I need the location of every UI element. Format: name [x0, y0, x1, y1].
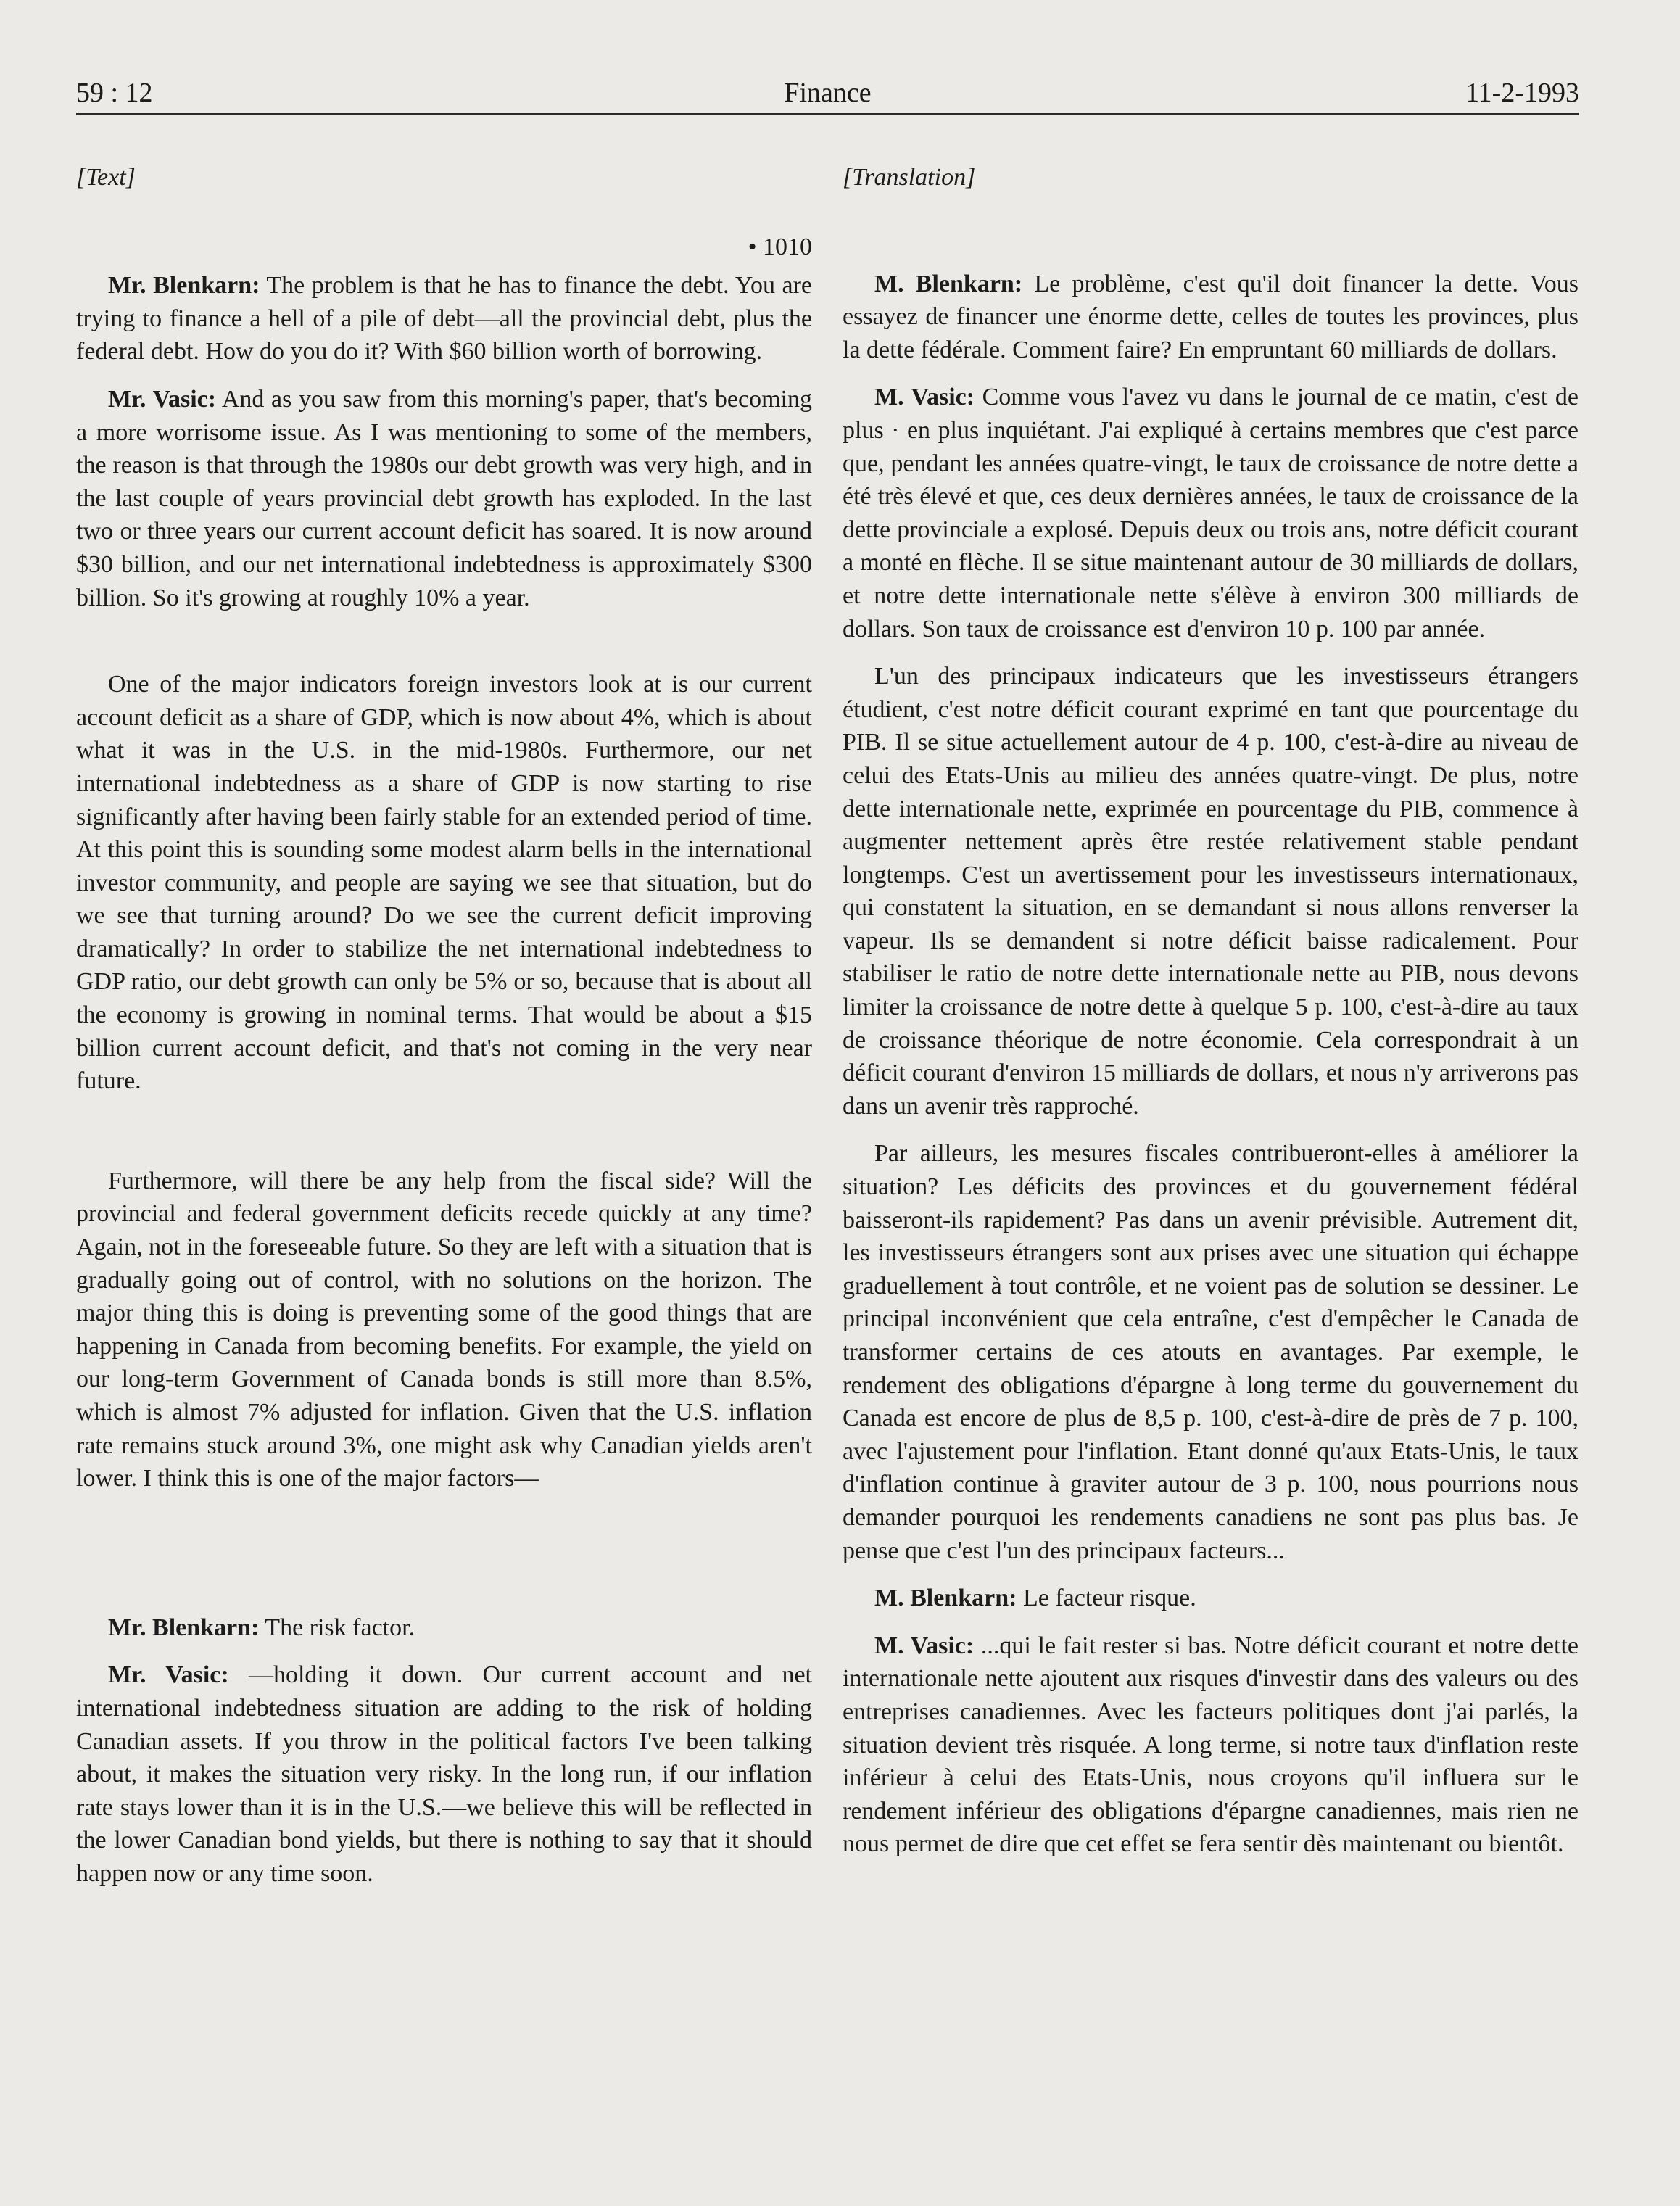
paragraph [843, 268, 1578, 367]
speaker-name: M. Vasic: [874, 1632, 975, 1659]
paragraph-text: Par ailleurs, les mesures fiscales contribueront-elles à améliorer la situation? Les déficits des provinces et du gouvernement fédéral baisseront-ils rapidement? Pas dans un avenir prévisible. Autrement dit, les investisseurs étrangers sont aux prises avec une situation qui échappe graduellement à tout contrôle, et ne voient pas de solution se dessiner. Le principal inconvénient que cela entraîne, c'est d'empêcher le Canada de transformer certains de ces atouts en avantages. Par exemple, le rendement des obligations d'épargne à long terme du gouvernement du Canada est encore de plus de 8,5 p. 100, c'est-à-dire de près de 7 p. 100, avec l'ajustement pour l'inflation. Etant donné qu'aux Etats-Unis, le taux d'inflation continue à graviter autour de 3 p. 100, nous pourrions nous demander pourquoi les rendements canadiens ne sont pas plus bas. Je pense que c'est l'un des principaux facteurs... [843, 1140, 1578, 1564]
speaker-name: M. Blenkarn: [874, 1585, 1017, 1612]
english-column [76, 161, 812, 1905]
header-date: 11-2-1993 [1465, 78, 1579, 108]
paragraph-text: —holding it down. Our current account and net international indebtedness situation are adding to the risk of holding Canadian assets. If you throw in the political factors I've been talking about, it makes the situation very risky. In the long run, if our inflation rate stays lower than it is in the U.S.—we believe this will be reflected in the lower Canadian bond yields, but there is nothing to say that it should happen now or any time soon. [76, 1661, 812, 1887]
translation-tag: [Translation] [843, 164, 976, 191]
paragraph-text: Furthermore, will there be any help from the fiscal side? Will the provincial and federal government deficits recede quickly at any time? Again, not in the foreseeable future. So they are left with a situation that is gradually going out of control, with no solutions on the horizon. The major thing this is doing is preventing some of the good things that are happening in Canada from becoming benefits. For example, the yield on our long-term Government of Canada bonds is still more than 8.5%, which is almost 7% adjusted for inflation. Given that the U.S. inflation rate remains stuck around 3%, one might ask why Canadian yields aren't lower. I think this is one of the major factors— [76, 1167, 812, 1492]
running-header [76, 73, 1579, 115]
page-number: 59 : 12 [76, 78, 153, 108]
french-column [843, 161, 1578, 1875]
paragraph [76, 383, 812, 614]
speaker-name: Mr. Blenkarn: [108, 1614, 260, 1641]
speaker-name: Mr. Vasic: [108, 1661, 229, 1689]
paragraph-text: The problem is that he has to finance the debt. You are trying to finance a hell of a pile of debt—all the provincial debt, plus the federal debt. How do you do it? With $60 billion worth of borrowing. [76, 272, 812, 365]
time-marker: • 1010 [748, 233, 812, 260]
speaker-name: Mr. Vasic: [108, 385, 217, 413]
paragraph [843, 1137, 1578, 1567]
paragraph-text: ...qui le fait rester si bas. Notre déficit courant et notre dette internationale nette ajoutent aux risques d'investir dans des valeurs ou des entreprises canadiennes. Avec les facteurs politiques dont j'ai parlés, la situation devient très risquée. A long terme, si notre taux d'inflation reste inférieur à celui des Etats-Unis, nous croyons qu'il influera sur le rendement inférieur des obligations d'épargne canadiennes, mais rien ne nous permet de dire que cet effet se fera sentir dès maintenant ou bientôt. [843, 1632, 1578, 1858]
speaker-name: M. Blenkarn: [874, 270, 1023, 297]
text-tag: [Text] [76, 164, 136, 191]
paragraph [76, 269, 812, 368]
speaker-name: M. Vasic: [874, 384, 975, 411]
committee-title: Finance [784, 78, 872, 108]
paragraph-text: Le problème, c'est qu'il doit financer la dette. Vous essayez de financer une énorme dette, celles de toutes les provinces, plus la dette fédérale. Comment faire? En empruntant 60 milliards de dollars. [843, 270, 1578, 363]
paragraph [843, 1629, 1578, 1861]
paragraph [843, 1582, 1578, 1615]
paragraph [76, 1165, 812, 1495]
paragraph-text: Comme vous l'avez vu dans le journal de ce matin, c'est de plus · en plus inquiétant. J'ai expliqué à certains membres que c'est parce que, pendant les années quatre-vingt, le taux de croissance de notre dette a été très élevé et que, ces deux dernières années, le taux de croissance de la dette provinciale a explosé. Depuis deux ou trois ans, notre déficit courant a monté en flèche. Il se situe maintenant autour de 30 milliards de dollars, et notre dette internationale nette s'élève à environ 300 milliards de dollars. Son taux de croissance est d'environ 10 p. 100 par année. [843, 384, 1578, 643]
paragraph-text: Le facteur risque. [1017, 1585, 1196, 1612]
paragraph-text: And as you saw from this morning's paper, that's becoming a more worrisome issue. As I was mentioning to some of the members, the reason is that through the 1980s our debt growth was very high, and in the last couple of years provincial debt growth has exploded. In the last two or three years our current account deficit has soared. It is now around $30 billion, and our net international indebtedness is approximately $300 billion. So it's growing at roughly 10% a year. [76, 385, 812, 611]
paragraph [843, 660, 1578, 1123]
speaker-name: Mr. Blenkarn: [108, 272, 260, 299]
paragraph [76, 1611, 812, 1645]
paragraph [76, 668, 812, 1098]
paragraph-text: One of the major indicators foreign investors look at is our current account deficit as a share of GDP, which is now about 4%, which is about what it was in the U.S. in the mid-1980s. Furthermore, our net international indebtedness as a share of GDP is now starting to rise significantly after having been fairly stable for an extended period of time. At this point this is sounding some modest alarm bells in the international investor community, and people are saying we see that situation, but do we see that turning around? Do we see the current deficit improving dramatically? In order to stabilize the net international indebtedness to GDP ratio, our debt growth can only be 5% or so, because that is about all the economy is growing in nominal terms. That would be about a $15 billion current account deficit, and that's not coming in the very near future. [76, 671, 812, 1095]
paragraph [76, 1658, 812, 1890]
paragraph [843, 381, 1578, 645]
paragraph-text: The risk factor. [259, 1614, 415, 1641]
paragraph-text: L'un des principaux indicateurs que les investisseurs étrangers étudient, c'est notre déficit courant exprimé en tant que pourcentage du PIB. Il se situe actuellement autour de 4 p. 100, c'est-à-dire au niveau de celui des Etats-Unis au milieu des années quatre-vingt. De plus, notre dette internationale nette, exprimée en pourcentage du PIB, commence à augmenter nettement après être restée relativement stable pendant longtemps. C'est un avertissement pour les investisseurs internationaux, qui constatent la situation, en se demandant si nous allons renverser la vapeur. Ils se demandent si notre déficit baisse radicalement. Pour stabiliser le ratio de notre dette internationale nette au PIB, nous devons limiter la croissance de notre dette à quelque 5 p. 100, c'est-à-dire au taux de croissance théorique de notre économie. Cela correspondrait à un déficit courant d'environ 15 milliards de dollars, et nous n'y arriverons pas dans un avenir très rapproché. [843, 663, 1578, 1120]
